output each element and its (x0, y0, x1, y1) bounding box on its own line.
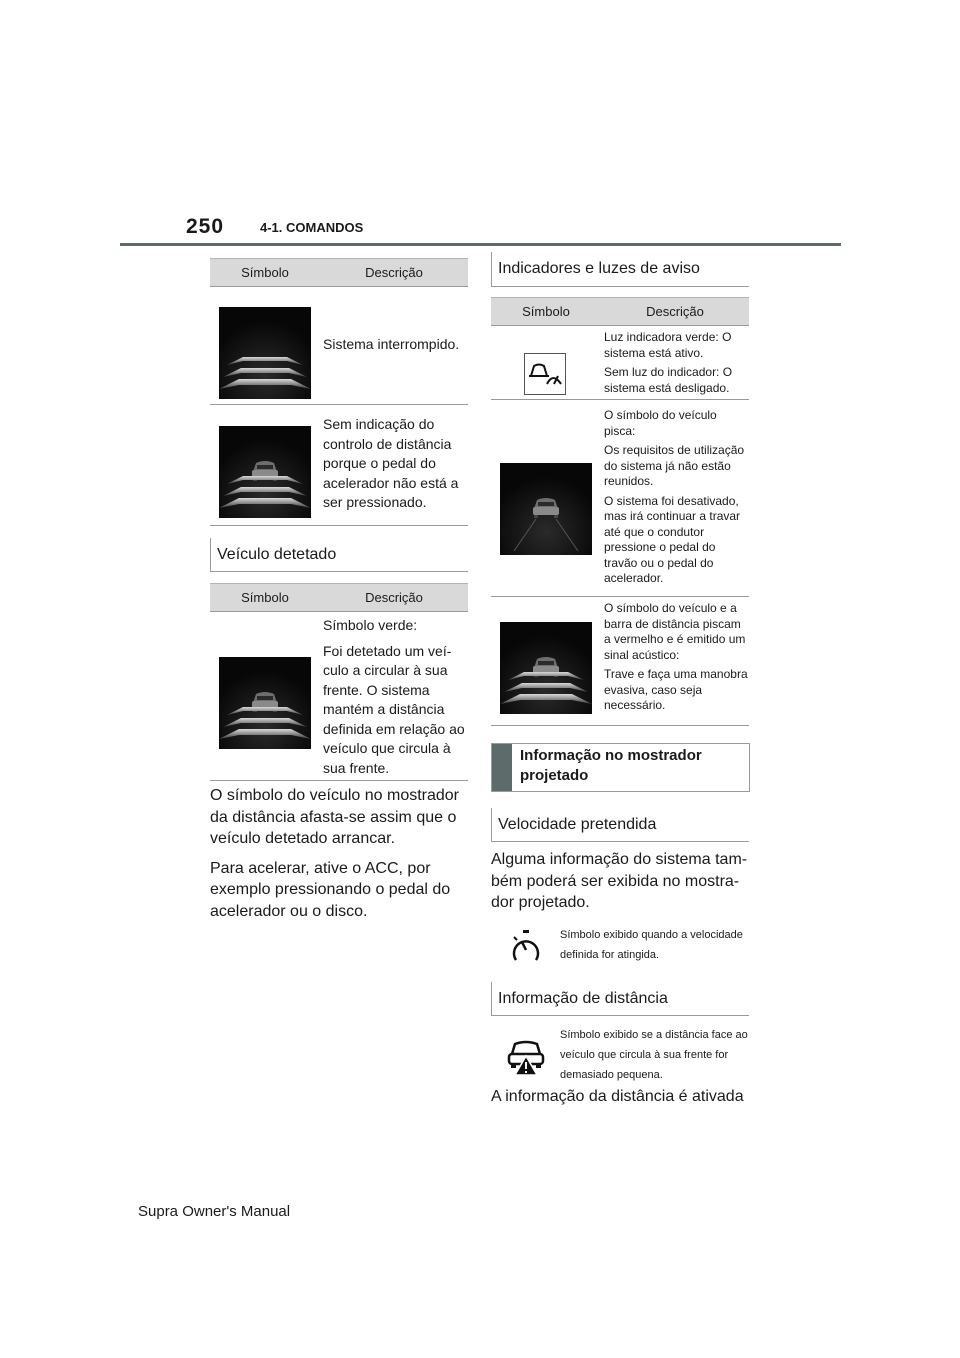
description-line: O símbolo do veículo e a barra de distância piscam a vermelho e é emitido um sinal acústico: (604, 601, 746, 662)
heading-bar (492, 744, 512, 791)
table-header (210, 258, 468, 287)
speed-heading: Velocidade pretendida (491, 808, 749, 842)
table-row (210, 405, 468, 526)
row-description: Sistema interrompido. (323, 336, 460, 352)
last-line: A informação da distância é ativada (491, 1088, 744, 1105)
distance-bars-icon (219, 307, 311, 399)
distance-heading: Informação de distância (491, 982, 749, 1016)
header-rule (120, 243, 841, 246)
row-description (604, 408, 749, 591)
heading-text (512, 744, 710, 791)
acc-indicator-icon (524, 353, 566, 395)
col-description: Descrição (365, 590, 423, 605)
col-symbol: Símbolo (241, 265, 289, 280)
description-line: Foi detetado um veículo a circular à sua frente. O sistema mantém a distância definida em relação ao veículo que circula à sua frente. (323, 642, 465, 776)
table-row (491, 326, 749, 400)
symbol-table-3 (491, 297, 749, 726)
heading-line: projetado (520, 767, 589, 784)
paragraph: O símbolo do veículo no mostrador da distância afasta-se assim que o veículo detetado arrancar. (210, 787, 460, 847)
symbol-table-1 (210, 258, 468, 526)
table-row (210, 612, 468, 781)
paragraph: Alguma informação do sistema também poderá ser exibida no mostrador projetado. (491, 851, 748, 911)
col-symbol: Símbolo (241, 590, 289, 605)
row-description (323, 616, 468, 784)
row-description (604, 330, 749, 400)
table-row (491, 400, 749, 597)
car-distance-bars-icon (219, 426, 311, 518)
speedometer-icon (510, 928, 542, 964)
table-row (210, 287, 468, 405)
col-symbol: Símbolo (522, 304, 570, 319)
col-description: Descrição (365, 265, 423, 280)
description-line: Luz indicadora verde: O sistema está ativo. (604, 330, 732, 360)
symbol-table-2 (210, 583, 468, 781)
indicators-heading: Indicadores e luzes de aviso (491, 252, 749, 287)
table-header (210, 583, 468, 612)
hud-body-text (491, 849, 749, 922)
left-body-text (210, 785, 466, 930)
description-line: O símbolo do veículo pisca: (604, 408, 717, 438)
footer-text: Supra Owner's Manual (138, 1203, 291, 1220)
section-title: 4-1. COMANDOS (260, 220, 364, 235)
vehicle-detected-heading: Veículo detetado (210, 538, 468, 572)
description-line: Os requisitos de utilização do sistema já não estão reunidos. (604, 443, 745, 488)
table-header (491, 297, 749, 326)
row-description: Sem indicação do controlo de distância porque o pedal do acelerador não está a ser pressionado. (323, 416, 459, 510)
distance-note: Símbolo exibido se a distância face ao veículo que circula à sua frente for demasiado pequena. (560, 1029, 748, 1081)
row-description (604, 601, 749, 718)
heading-line: Informação no mostrador (520, 747, 702, 764)
car-distance-bars-icon (219, 657, 311, 749)
description-line: Trave e faça uma manobra evasiva, caso seja necessário. (604, 667, 748, 712)
description-line: Símbolo verde: (323, 617, 418, 633)
hud-section-heading (491, 743, 750, 792)
car-lanes-icon (500, 463, 592, 555)
speed-note: Símbolo exibido quando a velocidade definida for atingida. (560, 929, 743, 961)
description-line: O sistema foi desativado, mas irá continuar a travar até que o condutor pressione o pedal do travão ou o pedal do acelerador. (604, 493, 741, 585)
paragraph: Para acelerar, ative o ACC, por exemplo pressionando o pedal do acelerador ou o disco. (210, 859, 451, 920)
page-number: 250 (186, 215, 225, 238)
car-warning-icon (506, 1038, 546, 1076)
car-distance-bars-icon (500, 622, 592, 714)
col-description: Descrição (646, 304, 704, 319)
table-row (491, 597, 749, 726)
description-line: Sem luz do indicador: O sistema está desligado. (604, 365, 733, 395)
